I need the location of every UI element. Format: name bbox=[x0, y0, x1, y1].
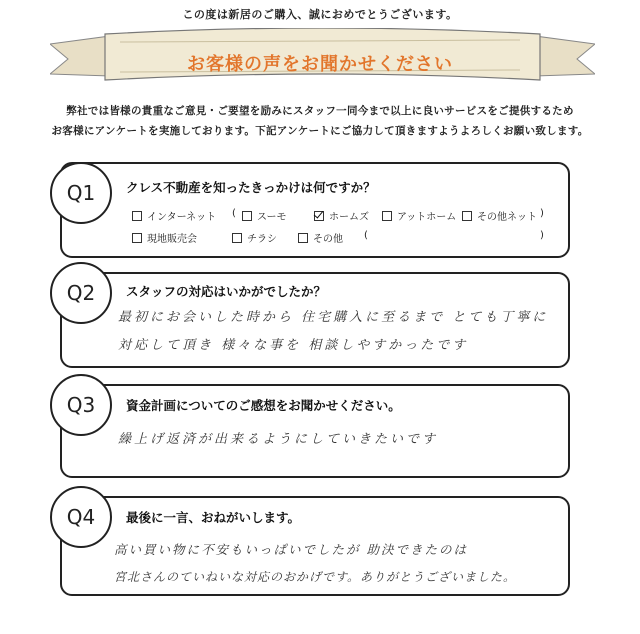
q4-badge: Q4 bbox=[50, 486, 112, 548]
q1-option-homes[interactable]: ホームズ bbox=[314, 208, 369, 223]
checkbox[interactable] bbox=[132, 233, 142, 243]
q2-badge: Q2 bbox=[50, 262, 112, 324]
q1-option-other[interactable]: その他 bbox=[298, 230, 343, 245]
paren-close: ) bbox=[540, 208, 544, 219]
q4-question: 最後に一言、おねがいします。 bbox=[126, 510, 301, 525]
q1-option-other-net[interactable]: その他ネット bbox=[462, 208, 537, 223]
checkbox[interactable] bbox=[462, 211, 472, 221]
q3-question: 資金計画についてのご感想をお聞かせください。 bbox=[126, 398, 401, 413]
checkbox[interactable] bbox=[298, 233, 308, 243]
checkbox[interactable] bbox=[242, 211, 252, 221]
q3-answer-line-1: 繰上げ返済が出来るようにしていきたいです bbox=[118, 432, 439, 447]
q3-badge: Q3 bbox=[50, 374, 112, 436]
paren-open: ( bbox=[232, 208, 236, 219]
checkbox-checked[interactable] bbox=[314, 211, 324, 221]
q2-question: スタッフの対応はいかがでしたか？ bbox=[126, 284, 327, 299]
q1-option-flyer[interactable]: チラシ bbox=[232, 230, 277, 245]
checkbox[interactable] bbox=[382, 211, 392, 221]
q1-question: クレス不動産を知ったきっかけは何ですか？ bbox=[126, 180, 376, 195]
paren-open: ( bbox=[364, 230, 368, 241]
checkbox[interactable] bbox=[132, 211, 142, 221]
paren-close: ) bbox=[540, 230, 544, 241]
q4-answer-line-1: 高い買い物に不安もいっぱいでしたが 助決できたのは bbox=[114, 542, 468, 557]
q1-option-open-house[interactable]: 現地販売会 bbox=[132, 230, 197, 245]
checkbox[interactable] bbox=[232, 233, 242, 243]
greeting-line: この度は新居のご購入、誠におめでとうございます。 bbox=[182, 8, 458, 21]
q1-badge: Q1 bbox=[50, 162, 112, 224]
q2-answer-line-1: 最初にお会いした時から 住宅購入に至るまで とても丁寧に bbox=[118, 310, 549, 325]
q4-answer-line-2: 宮北さんのていねいな対応のおかげです。ありがとうございました。 bbox=[114, 570, 517, 584]
intro-line-1: 弊社では皆様の貴重なご意見・ご要望を励みにスタッフ一同今まで以上に良いサービスをご提供するため bbox=[66, 105, 574, 117]
intro-line-2: お客様にアンケートを実施しております。下記アンケートにご協力して頂きますようよろしくお願い致します。 bbox=[51, 125, 589, 137]
q2-answer-line-2: 対応して頂き 様々な事を 相談しやすかったです bbox=[118, 338, 469, 353]
q1-option-suumo[interactable]: スーモ bbox=[242, 208, 287, 223]
banner-title: お客様の声をお聞かせください bbox=[187, 54, 453, 75]
q1-option-athome[interactable]: アットホーム bbox=[382, 208, 456, 223]
q1-option-internet[interactable]: インターネット bbox=[132, 208, 216, 223]
